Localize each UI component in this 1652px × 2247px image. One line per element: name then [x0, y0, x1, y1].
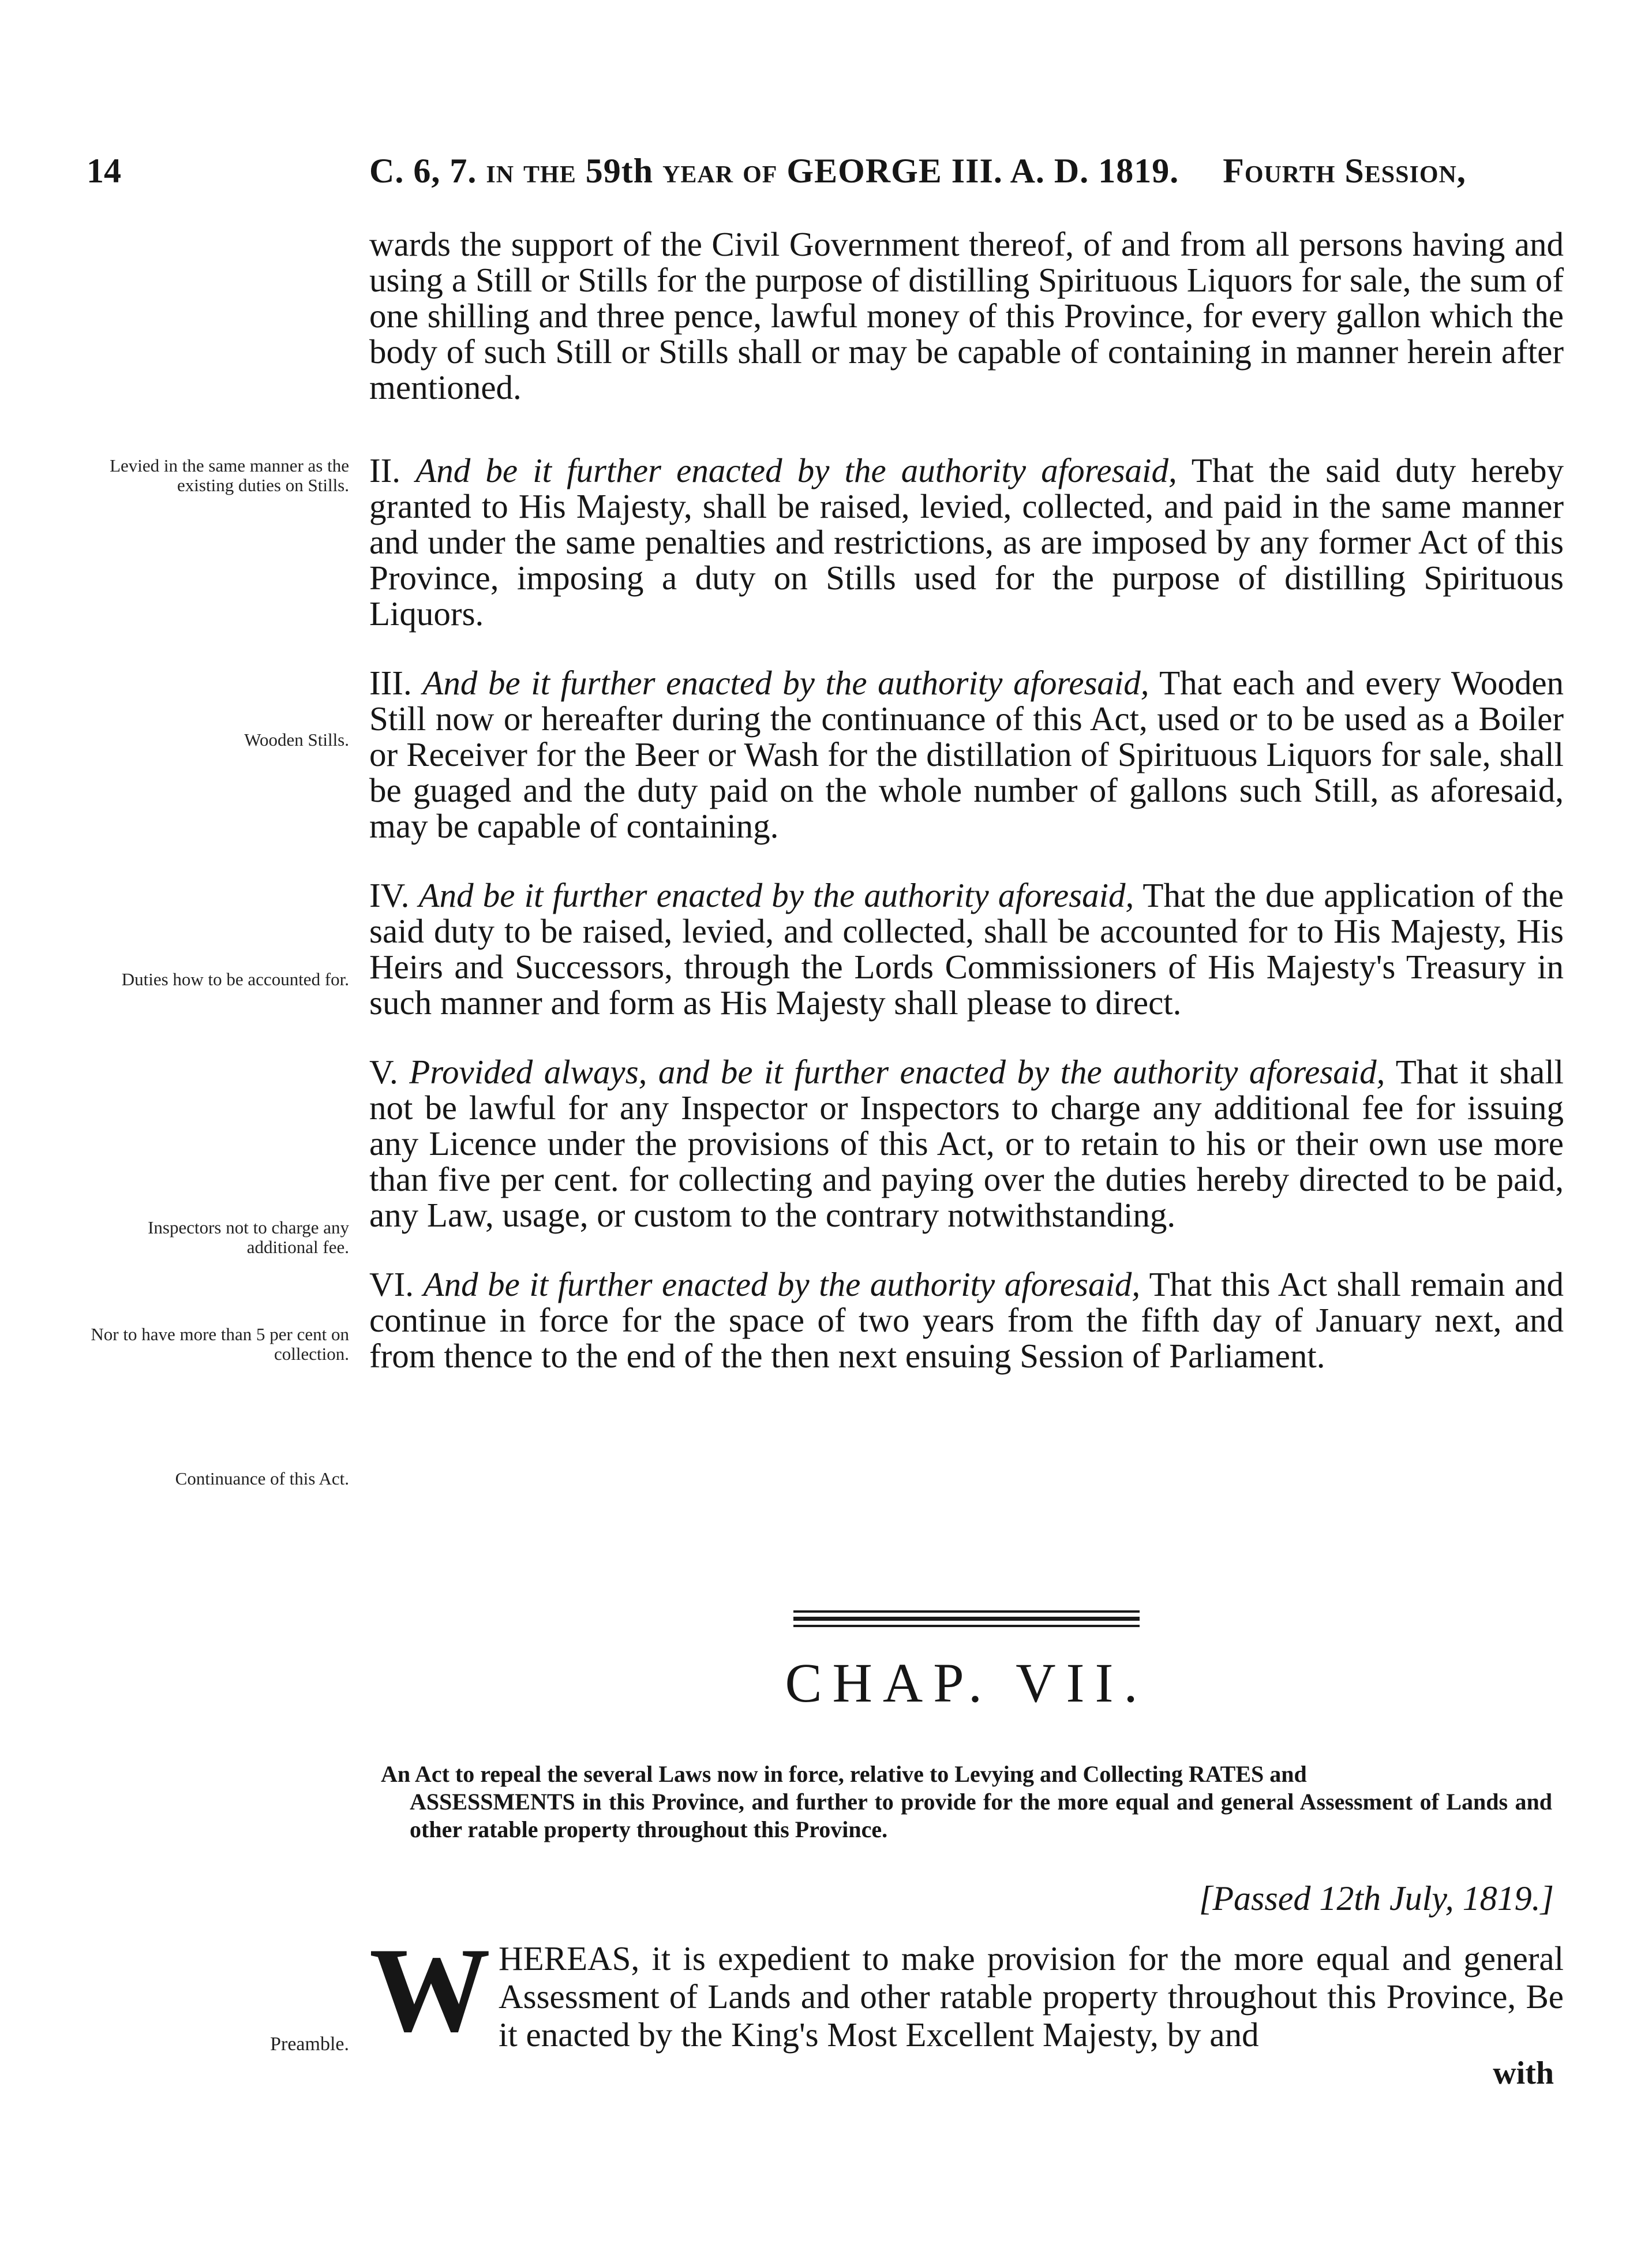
section-ii-enacting-clause: And be it further enacted by the authority aforesaid,: [415, 451, 1177, 489]
page-number: 14: [87, 152, 121, 190]
margin-note-preamble: Preamble.: [270, 2033, 349, 2055]
section-iv-enacting-clause: And be it further enacted by the authority aforesaid,: [418, 876, 1134, 914]
section-iii-number: III.: [369, 664, 412, 702]
section-iii-enacting-clause: And be it further enacted by the authority aforesaid,: [422, 664, 1149, 702]
act-title: [381, 1760, 1552, 1844]
margin-note-wooden-stills: Wooden Stills.: [244, 730, 349, 750]
section-vi: [369, 1266, 1564, 1374]
margin-note-five-per-cent: Nor to have more than 5 per cent on collection.: [91, 1324, 349, 1364]
section-vi-text: That this Act shall remain and continue in force for the space of two years from the fifth day of January next, and from thence to the end of the then next ensuing Session of Parliament.: [369, 1265, 1564, 1375]
section-v: [369, 1054, 1564, 1233]
year-ordinal: 59th: [585, 152, 654, 190]
section-iv-number: IV.: [369, 876, 410, 914]
running-header: [0, 151, 1652, 197]
section-ii-text: That the said duty hereby granted to His Majesty, shall be raised, levied, collected, and paid in the same manner and under the same penalties and restrictions, as are imposed by any former Act of this Province, imposing a duty on Stills used for the purpose of distilling Spirituous Liquors.: [369, 451, 1564, 633]
section-divider-rule: [793, 1610, 1140, 1631]
passed-date: [Passed 12th July, 1819.]: [1199, 1879, 1554, 1917]
margin-note-inspectors-fee: Inspectors not to charge any additional fee.: [148, 1217, 349, 1257]
section-vi-enacting-clause: And be it further enacted by the authority aforesaid,: [423, 1265, 1141, 1303]
section-vi-number: VI.: [369, 1265, 414, 1303]
paragraph-1: [369, 226, 1564, 405]
section-iv: [369, 877, 1564, 1020]
section-iii-text: That each and every Wooden Still now or hereafter during the continuance of this Act, used or to be used as a Boiler or Receiver for the Beer or Wash for the distillation of Spirituous Liquors for sale, shall be guaged and the duty paid on the whole number of gallons such Still, as aforesaid, may be capable of containing.: [369, 664, 1564, 845]
drop-cap-letter: W: [369, 1923, 490, 2057]
section-ii-number: II.: [369, 451, 401, 489]
section-ii: [369, 453, 1564, 631]
preamble-text: HEREAS, it is expedient to make provision for the more equal and general Assessment of Lands and other ratable property throughout this Province, Be it enacted by the King's Most Excellent Majesty, by and: [499, 1939, 1564, 2054]
section-iii: [369, 665, 1564, 844]
statute-body: [369, 226, 1564, 1407]
margin-note-duties-accounted: Duties how to be accounted for.: [121, 969, 349, 989]
session-label: Fourth Session,: [1223, 152, 1466, 190]
section-iv-text: That the due application of the said duty to be raised, levied, and collected, shall be accounted for to His Majesty, His Heirs and Successors, through the Lords Commissioners of His Majesty's Treasury in such manner and form as His Majesty shall please to direct.: [369, 876, 1564, 1022]
chapter-ref: C. 6, 7.: [369, 152, 477, 190]
anno-domini: A. D. 1819.: [1010, 152, 1179, 190]
year-of: year of: [662, 152, 778, 190]
section-v-proviso-clause: Provided always, and be it further enacted by the authority aforesaid,: [409, 1053, 1385, 1091]
running-head-title: [369, 151, 1558, 191]
in-the: in the: [486, 152, 576, 190]
preamble-paragraph: [369, 1923, 1564, 2057]
catchword: with: [1493, 2055, 1554, 2091]
section-v-number: V.: [369, 1053, 398, 1091]
act-title-line-2: ASSESSMENTS in this Province, and further to provide for the more equal and general Assessment of Lands and other ratable property throughout this Province.: [410, 1789, 1552, 1842]
section-v-text: That it shall not be lawful for any Inspector or Inspectors to charge any additional fee for issuing any Licence under the provisions of this Act, or to retain to his or their own use more than five per cent. for collecting and paying over the duties hereby directed to be paid, any Law, usage, or custom to the contrary notwithstanding.: [369, 1053, 1564, 1234]
margin-note-continuance: Continuance of this Act.: [175, 1468, 349, 1489]
act-title-line-1: An Act to repeal the several Laws now in force, relative to Levying and Collecting RATES and: [381, 1761, 1307, 1787]
king-name: GEORGE III.: [786, 152, 1003, 190]
paragraph-1-text: wards the support of the Civil Government thereof, of and from all persons having and using a Still or Stills for the purpose of distilling Spirituous Liquors for sale, the sum of one shilling and three pence, lawful money of this Province, for every gallon which the body of such Still or Stills shall or may be capable of containing in manner herein after mentioned.: [369, 225, 1564, 406]
chapter-heading: CHAP. VII.: [785, 1652, 1148, 1714]
margin-note-levied: Levied in the same manner as the existing duties on Stills.: [110, 455, 349, 495]
